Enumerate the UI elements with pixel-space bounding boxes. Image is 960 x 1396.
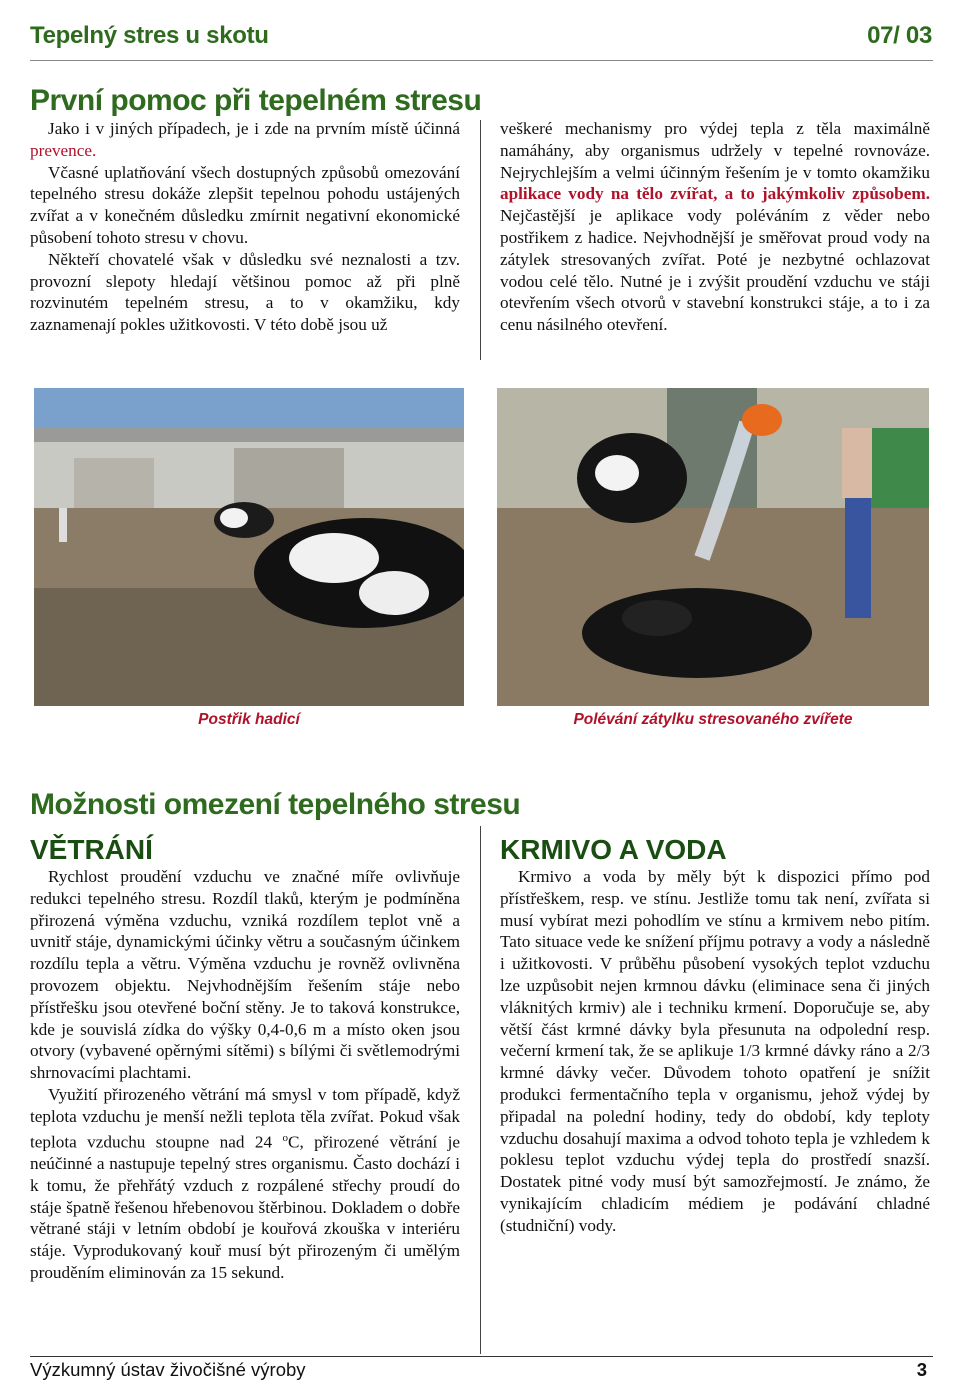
- section1-heading: První pomoc při tepelném stresu: [30, 84, 482, 117]
- water-application-highlight: aplikace vody na tělo zvířat, a to jakýmkoliv způsobem.: [500, 184, 930, 204]
- page-number: 3: [916, 1359, 927, 1380]
- para1-text: Jako i v jiných případech, je i zde na prvním místě účinná: [48, 119, 460, 138]
- ventilation-para1: Rychlost proudění vzduchu ve značné míře ovlivňuje redukci tepelného stresu. Rozdíl tlaků, kterým je podmíněna přirozená výměna vzduchu, vzniká rozdílem teplot vně a uvnitř stáje, dynamickými účinky větru a současným účinkem rozdílu tepla a větru. Výměna vzduchu je rovněž ovlivněna provozem objektu. Nejvhodnějším řešením stáje nebo přístřešku jsou otevřené boční stěny. Je to taková konstrukce, kde je souvislá zídka do výšky 0,4-0,6 m a místo oken jsou otvory (vybavené opěrnými sítěmi) s bílými či světlemodrými shrnovacími plachtami.: [30, 867, 460, 1083]
- degree-sup: o: [282, 1131, 288, 1144]
- right-text-b: Nejčastější je aplikace vody poléváním z věder nebo postřikem z hadice. Nejvhodnější je směřovat proud vody na zátylek stresovaných zvířat. Poté je nezbytné ochlazovat vodou celé tělo. Nutné je i zvýšit proudění vzduchu ve stáji otevřením všech otvorů v stavební konstrukci stáje, a to i za cenu násilného otevření.: [500, 206, 930, 335]
- section1-left-column: [30, 118, 460, 336]
- section1-right-para: [500, 118, 930, 336]
- section1-para2: Včasné uplatňování všech dostupných způsobů omezování tepelného stresu dokáže zlepšit tepelnou pohodu ustájených zvířat a v konečném důsledku zmírnit negativní ekonomické působení tohoto stresu v chovu.: [30, 162, 460, 247]
- photo-hose-spraying: [34, 388, 464, 706]
- ventilation-column: [30, 866, 460, 1284]
- ventilation-heading: VĚTRÁNÍ: [30, 834, 153, 865]
- caption-right: Polévání zátylku stresovaného zvířete: [573, 711, 853, 728]
- footer: [30, 1356, 933, 1385]
- photo-pouring-water-on-neck: [497, 388, 929, 706]
- ventilation-para2: [30, 1084, 460, 1284]
- section1-para1: [30, 118, 460, 162]
- section1-right-column: [500, 118, 930, 336]
- feed-water-heading: KRMIVO A VODA: [500, 834, 727, 865]
- running-title: Tepelný stres u skotu: [30, 22, 269, 49]
- header-rule: [30, 60, 933, 61]
- issue-number: 07/ 03: [867, 22, 932, 49]
- footer-institute: Výzkumný ústav živočišné výroby: [30, 1359, 306, 1380]
- section1-para3: Někteří chovatelé však v důsledku své neznalosti a tzv. provozní slepoty hledají většinou pomoc až při plně rozvinutém tepelném stresu, a to v okamžiku, kdy zaznamenají pokles užitkovosti. V této době jsou už: [30, 249, 460, 335]
- prevence-highlight: prevence.: [30, 140, 97, 160]
- para2-text-a: Využití přirozeného větrání má smysl v tom případě, když teplota vzduchu je menší nežli teplota těla zvířat. Pokud však teplota vzduchu stoupne nad 24: [30, 1084, 460, 1152]
- feed-water-para: Krmivo a voda by měly být k dispozici přímo pod přístřeškem, resp. ve stínu. Jestliže tomu tak není, zvířata si musí vybírat mezi pohodlím ve stínu a krmivem nebo pitím. Tato situace vede ke snížení příjmu potravy a vody a následně i užitkovosti. V průběhu působení vysokých teplot vzduchu lze uzpůsobit nejen krmnou dávku (eliminace sena či jiných vláknitých krmiv) ale i techniku krmení. Doporučuje se, aby větší část krmné dávky byla přesunuta na odpolední resp. večerní krmení tak, že se aplikuje 1/3 krmné dávky ráno a 2/3 krmné dávky večer. Důvodem tohoto opatření je snížit produkci fermentačního tepla v organismu, jehož výdej by připadal na polední hodiny, tedy do období, kdy teploty vzduchu dosahují maxima a odvod tohoto tepla je vzhledem k poklesu teplot vzduchu výdej tepla do prostředí snazší. Dostatek pitné vody musí být samozřejmostí. Je známo, že vynikajícím chladicím médiem je podávání chladné (studniční) vody.: [500, 867, 930, 1235]
- column-divider: [480, 120, 481, 360]
- feed-water-column: [500, 866, 930, 1237]
- right-text-a: veškeré mechanismy pro výdej tepla z těla maximálně namáhány, aby organismus udržely v tepelné rovnováze. Nejrychlejším a velmi účinným řešením je v tomto okamžiku: [500, 119, 930, 182]
- caption-left: Postřik hadicí: [198, 711, 300, 728]
- section2-heading: Možnosti omezení tepelného stresu: [30, 788, 521, 821]
- column-divider-2: [480, 826, 481, 1354]
- para2-text-b: C, přirozené větrání je neúčinné a nastupuje tepelný stres organismu. Často dochází i k tomu, že přehřátý vzduch z rozpálené střechy proudí do stáje špatně řešenou hřebenovou štěrbinou. Dokladem o dobře větrané stáji v letním období je kouřová zkouška v interiéru stáje. Vyprodukovaný kouř musí být přirozeným či umělým prouděním eliminován za 15 sekund.: [30, 1132, 460, 1283]
